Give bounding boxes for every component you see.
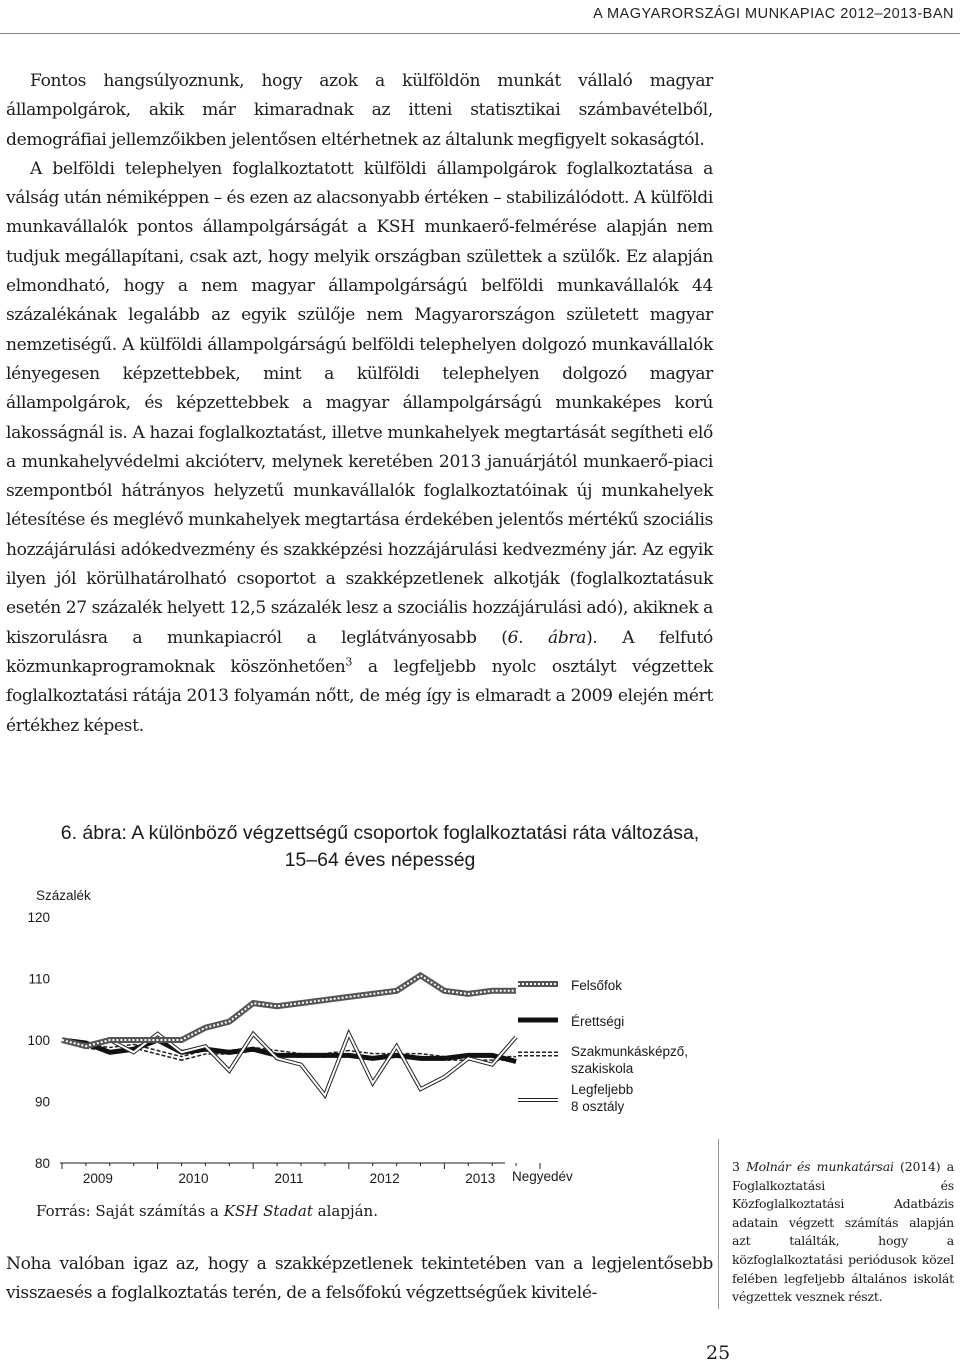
figure-title-line-1: 6. ábra: A különböző végzettségű csoportok foglalkoztatási ráta változása,: [60, 822, 700, 844]
x-tick-label: 2010: [178, 1171, 209, 1186]
header-rule: [0, 33, 960, 34]
footnote: [732, 1158, 954, 1307]
footnote-marker[interactable]: 3: [345, 655, 353, 669]
paragraph-2-part-a: A belföldi telephelyen foglalkoztatott külföldi állampolgárok foglalkoztatása a válság után némiképpen – és ezen az alacsonyabb értéken – stabilizálódott. A külföldi munkavállalók pontos állampolgárságát a KSH munkaerő-felmérése alapján nem tudjuk megállapítani, csak azt, hogy melyik országban születtek a szülők. Ez alapján elmondható, hogy a nem magyar állampolgárságú belföldi munkavállalók 44 százalékának legalább az egyik szülője nem Magyarországon született magyar nemzetiségű. A külföldi állampolgárságú belföldi telephelyen dolgozó munkavállalók lényegesen képzettebbek, mint a külföldi telephelyen dolgozó magyar állampolgárok, és képzettebbek a magyar állampolgárságú munkaképes korú lakosságnál is. A hazai foglalkoztatást, illetve munkahelyek megtartását segítheti elő a munkahelyvédelmi akcióterv, melynek keretében 2013 januárjától munkaerő-piaci szempontból hátrányos helyzetű munkavállalók foglalkoztatóinak új munkahelyek létesítése és meglévő munkahelyek megtartása érdekében jelentős mértékű szociális hozzájárulási adókedvezmény és szakképzési hozzájárulási kedvezmény jár. Az egyik ilyen jól körülhatárolható csoportot a szakképzetlenek alkotják (foglalkoztatásuk esetén 27 százalék helyett 12,5 százalék lesz a szociális hozzájárulási adó), akiknek a kiszorulásra a munkapiacról a leglátványosabb (: [6, 158, 713, 648]
y-tick-label: 80: [34, 1156, 50, 1171]
footnote-text: (2014) a Foglalkoztatási és Közfoglalkoztatási Adatbázis adatain végzett számítás alapján azt találták, hogy a közfoglalkoztatási periódusok közel felében legfeljebb általános iskolát végzettek vesznek részt.: [732, 1159, 954, 1305]
x-tick-label: 2011: [274, 1171, 304, 1186]
running-header: A MAGYARORSZÁGI MUNKAPIAC 2012–2013-BAN: [593, 6, 954, 22]
y-tick-label: 100: [27, 1033, 50, 1048]
paragraph-2-part-b: ). A felfutó közmunkaprogramoknak köszönhetően: [6, 627, 713, 677]
body-text: [6, 67, 713, 741]
y-tick-label: 120: [27, 910, 50, 925]
legend-label: 8 osztály: [571, 1099, 625, 1114]
series-line-0-0: [62, 975, 516, 1046]
legend-label: Legfeljebb: [571, 1082, 634, 1097]
series-line-0-1: [62, 975, 516, 1046]
paragraph-2: [6, 155, 713, 741]
x-tick-label: 2009: [82, 1171, 113, 1186]
y-axis-label: Százalék: [36, 888, 91, 903]
figure-title: [40, 820, 720, 874]
series-line-3-1: [62, 1034, 516, 1096]
legend-label: Szakmunkásképző,: [571, 1044, 689, 1059]
continuation-paragraph: Noha valóban igaz az, hogy a szakképzetlenek tekintetében van a legjelentősebb visszaesés a foglalkoztatás terén, de a felsőfokú végzettségűek kivitelé-: [6, 1254, 713, 1304]
page-number: 25: [706, 1342, 731, 1364]
legend-label: Felsőfok: [571, 978, 623, 993]
figure-reference[interactable]: 6. ábra: [507, 627, 587, 648]
figure-title-line-2: 15–64 éves népesség: [284, 849, 476, 871]
series-line-3-0: [62, 1034, 516, 1096]
footnote-authors: Molnár és munkatársai: [746, 1159, 894, 1174]
footnote-number: 3: [732, 1159, 740, 1174]
legend-label: szakiskola: [571, 1061, 634, 1076]
footnote-rule: [718, 1139, 719, 1309]
source-suffix: alapján.: [312, 1202, 378, 1220]
paragraph-2-part-c: a legfeljebb nyolc osztályt végzettek foglalkoztatási rátája 2013 folyamán nőtt, de még így is elmaradt a 2009 elején mért értékhez képest.: [6, 656, 713, 736]
source-prefix: Forrás: Saját számítás a: [36, 1202, 224, 1220]
x-tick-label: 2013: [465, 1171, 496, 1186]
y-tick-label: 90: [34, 1094, 50, 1110]
line-chart: [0, 880, 720, 1200]
source-dataset: KSH Stadat: [223, 1202, 313, 1220]
figure-source: [36, 1202, 378, 1220]
x-tick-label: 2012: [369, 1171, 400, 1186]
y-tick-label: 110: [28, 971, 50, 987]
legend-label: Érettségi: [571, 1014, 625, 1029]
paragraph-1: Fontos hangsúlyoznunk, hogy azok a külföldön munkát vállaló magyar állampolgárok, akik már kimaradnak az itteni statisztikai számbavételből, demográfiai jellemzőikben jelentősen eltérhetnek az általunk megfigyelt sokaságtól.: [6, 71, 713, 150]
x-axis-label: Negyedév: [512, 1169, 573, 1184]
